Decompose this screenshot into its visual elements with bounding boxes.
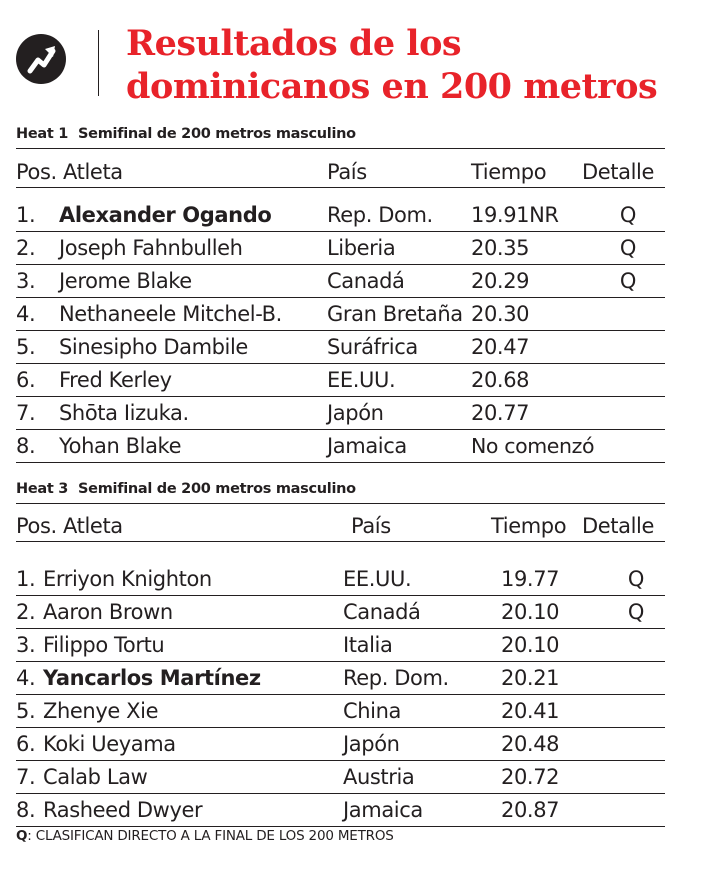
table-row xyxy=(16,331,665,364)
row-pais: Jamaica xyxy=(343,798,423,822)
row-atleta: Calab Law xyxy=(43,765,148,789)
row-tiempo: 20.21 xyxy=(501,666,560,690)
row-tiempo: 20.29 xyxy=(471,269,530,293)
heat1-header-rule xyxy=(16,187,665,188)
table-row xyxy=(16,232,665,265)
heat3-header-detalle: Detalle xyxy=(582,514,654,538)
row-atleta: Koki Ueyama xyxy=(43,732,176,756)
row-pos: 6. xyxy=(16,732,36,756)
heat3-subtitle: Semifinal de 200 metros masculino xyxy=(78,481,356,497)
row-pais: EE.UU. xyxy=(343,567,412,591)
row-pais: EE.UU. xyxy=(327,368,396,392)
row-tiempo: 20.72 xyxy=(501,765,560,789)
row-atleta: Shōta Iizuka. xyxy=(59,401,189,425)
row-pais: Japón xyxy=(343,732,400,756)
row-tiempo: 20.41 xyxy=(501,699,560,723)
heat1-top-rule xyxy=(16,148,665,149)
row-pos: 1. xyxy=(16,567,36,591)
row-pais: Jamaica xyxy=(327,434,407,458)
row-detalle: Q xyxy=(627,600,645,624)
row-pais: Suráfrica xyxy=(327,335,418,359)
table-row xyxy=(16,563,665,596)
heat1-heading xyxy=(16,126,356,144)
row-pos: 4. xyxy=(16,666,36,690)
row-atleta: Erriyon Knighton xyxy=(43,567,212,591)
heat3-header-row xyxy=(16,512,665,540)
table-row xyxy=(16,761,665,794)
row-atleta: Jerome Blake xyxy=(59,269,192,293)
heat3-header-pais: País xyxy=(351,514,391,538)
row-pos: 4. xyxy=(16,302,36,326)
heat1-header-tiempo: Tiempo xyxy=(471,160,547,184)
heat1-subtitle: Semifinal de 200 metros masculino xyxy=(78,126,356,142)
table-row xyxy=(16,397,665,430)
row-pais: Rep. Dom. xyxy=(327,203,433,227)
heat1-header-detalle: Detalle xyxy=(582,160,654,184)
row-pais: Rep. Dom. xyxy=(343,666,449,690)
row-tiempo: 20.48 xyxy=(501,732,560,756)
row-tiempo: 20.35 xyxy=(471,236,530,260)
row-atleta: Rasheed Dwyer xyxy=(43,798,203,822)
page-title xyxy=(126,22,696,108)
heat1-label: Heat 1 xyxy=(16,126,69,142)
row-atleta: Aaron Brown xyxy=(43,600,173,624)
row-atleta: Filippo Tortu xyxy=(43,633,165,657)
heat3-top-rule xyxy=(16,503,665,504)
row-tiempo: 20.68 xyxy=(471,368,530,392)
row-detalle: Q xyxy=(627,567,645,591)
row-pos: 8. xyxy=(16,798,36,822)
row-pos: 8. xyxy=(16,434,36,458)
heat1-header-row xyxy=(16,158,665,186)
table-row xyxy=(16,298,665,331)
row-atleta: Yohan Blake xyxy=(59,434,182,458)
row-pais: Liberia xyxy=(327,236,396,260)
row-atleta: Nethaneele Mitchel-B. xyxy=(59,302,282,326)
footnote-key: Q xyxy=(16,828,28,844)
row-pos: 5. xyxy=(16,335,36,359)
title-line-1: Resultados de los xyxy=(126,23,462,64)
heat3-header-tiempo: Tiempo xyxy=(491,514,567,538)
row-tiempo: 20.30 xyxy=(471,302,530,326)
heat1-header-pais: País xyxy=(327,160,367,184)
row-pos: 3. xyxy=(16,269,36,293)
row-detalle: Q xyxy=(619,236,637,260)
table-row xyxy=(16,364,665,397)
row-atleta: Yancarlos Martínez xyxy=(43,666,261,690)
heat3-header-pos-atleta: Pos. Atleta xyxy=(16,514,123,538)
table-row xyxy=(16,794,665,827)
title-line-2: dominicanos en 200 metros xyxy=(126,66,658,107)
row-pos: 2. xyxy=(16,600,36,624)
heat1-header-pos-atleta: Pos. Atleta xyxy=(16,160,123,184)
heat3-header-rule xyxy=(16,541,665,542)
row-pos: 7. xyxy=(16,401,36,425)
row-pais: China xyxy=(343,699,401,723)
row-pais: Canadá xyxy=(327,269,405,293)
row-atleta: Sinesipho Dambile xyxy=(59,335,248,359)
row-atleta: Zhenye Xie xyxy=(43,699,159,723)
table-row xyxy=(16,695,665,728)
header-divider xyxy=(98,30,99,96)
trending-up-arrow-icon xyxy=(16,34,66,84)
heat3-heading xyxy=(16,481,356,499)
row-tiempo: 20.47 xyxy=(471,335,530,359)
row-atleta: Fred Kerley xyxy=(59,368,172,392)
row-tiempo: 20.10 xyxy=(501,600,560,624)
row-pos: 5. xyxy=(16,699,36,723)
row-tiempo: 20.77 xyxy=(471,401,530,425)
row-pais: Gran Bretaña xyxy=(327,302,463,326)
row-pos: 7. xyxy=(16,765,36,789)
table-row xyxy=(16,265,665,298)
row-pais: Italia xyxy=(343,633,393,657)
footnote-text: : CLASIFICAN DIRECTO A LA FINAL DE LOS 200 METROS xyxy=(27,828,394,844)
table-row xyxy=(16,596,665,629)
row-detalle: Q xyxy=(619,269,637,293)
row-pais: Japón xyxy=(327,401,384,425)
heat3-label: Heat 3 xyxy=(16,481,69,497)
row-pais: Austria xyxy=(343,765,415,789)
row-tiempo: 19.77 xyxy=(501,567,560,591)
row-pos: 1. xyxy=(16,203,36,227)
table-row xyxy=(16,662,665,695)
row-pos: 6. xyxy=(16,368,36,392)
row-tiempo: 20.87 xyxy=(501,798,560,822)
row-atleta: Joseph Fahnbulleh xyxy=(59,236,243,260)
table-row xyxy=(16,199,665,232)
footnote xyxy=(16,828,394,844)
table-row xyxy=(16,728,665,761)
row-pos: 2. xyxy=(16,236,36,260)
table-row xyxy=(16,430,665,463)
row-tiempo: 19.91NR xyxy=(471,203,559,227)
row-pais: Canadá xyxy=(343,600,421,624)
row-pos: 3. xyxy=(16,633,36,657)
table-row xyxy=(16,629,665,662)
row-tiempo: 20.10 xyxy=(501,633,560,657)
row-detalle: Q xyxy=(619,203,637,227)
row-atleta: Alexander Ogando xyxy=(59,203,272,227)
row-tiempo: No comenzó xyxy=(471,434,595,458)
